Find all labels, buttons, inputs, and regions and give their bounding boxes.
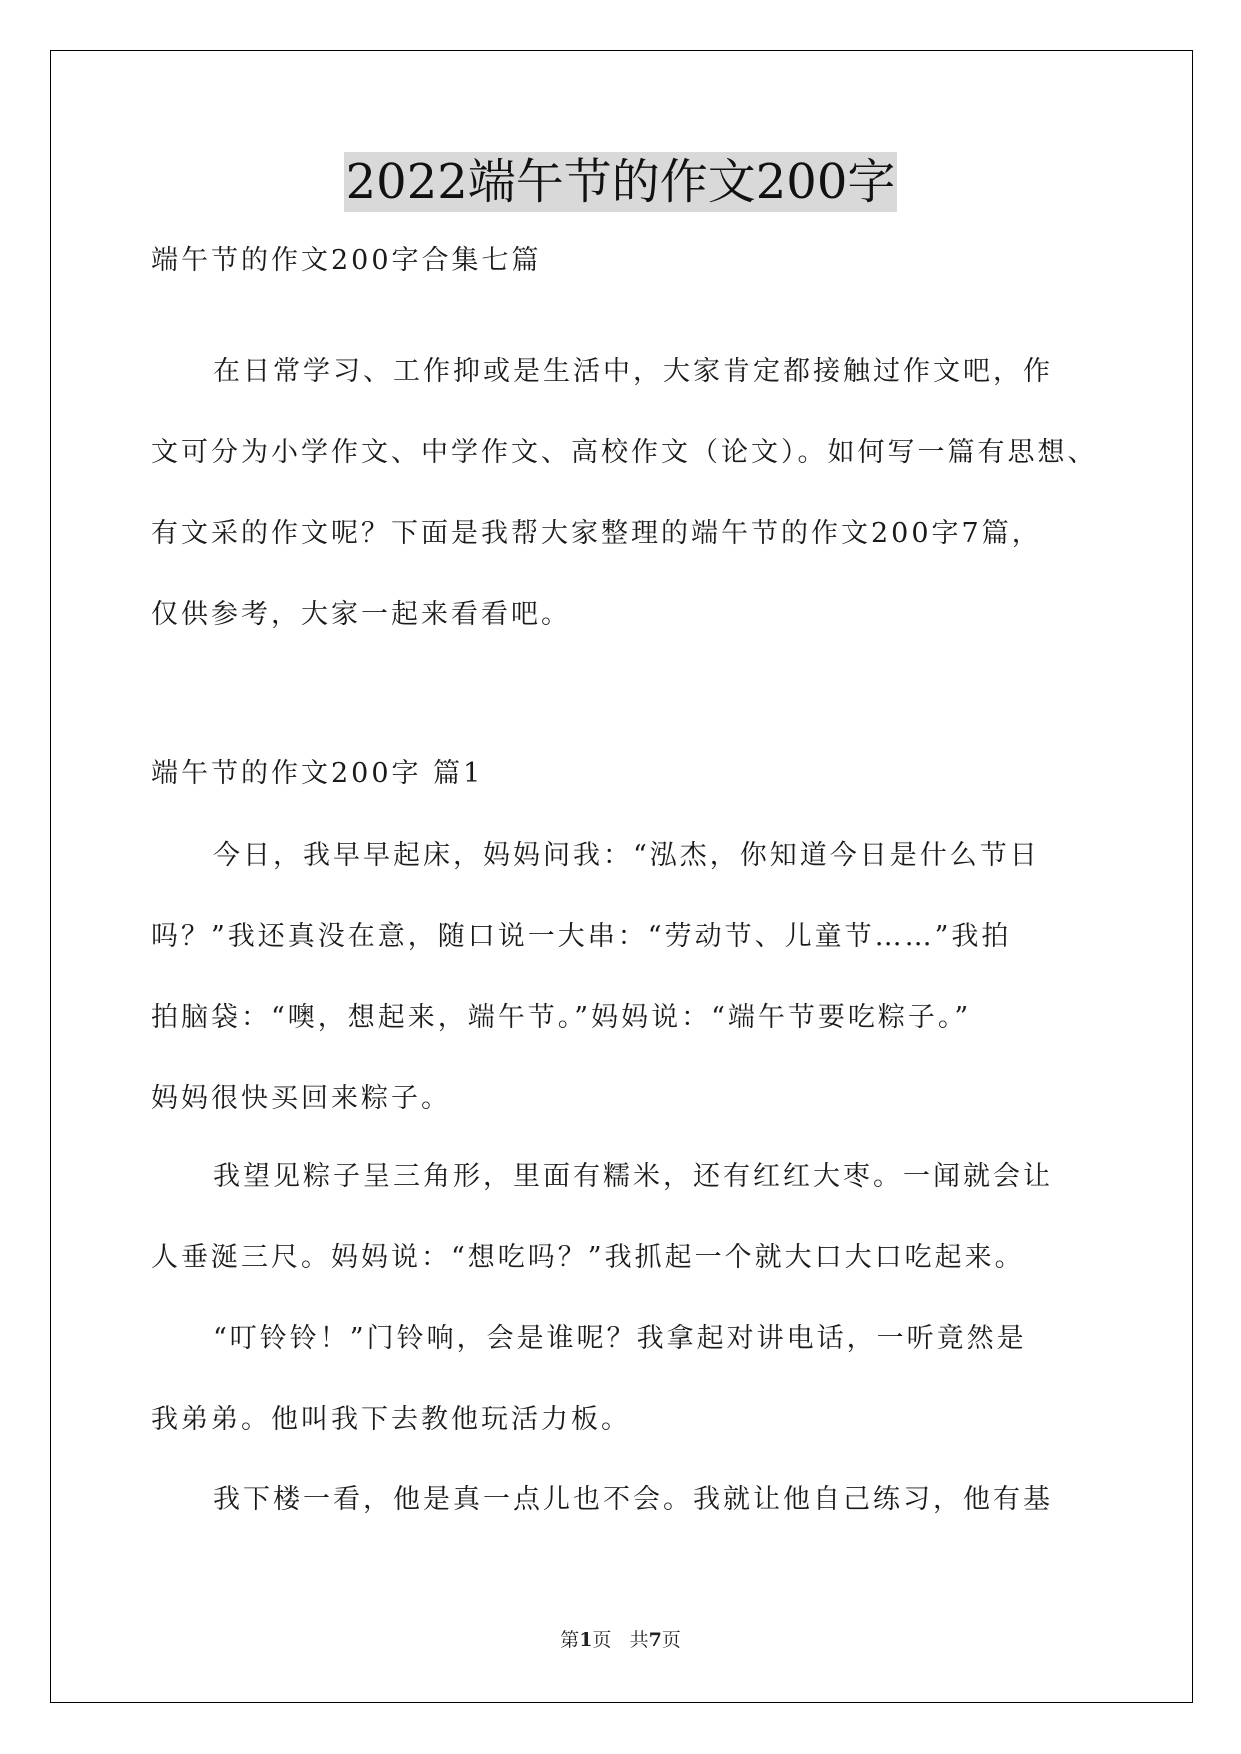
document-title: 2022端午节的作文200字: [345, 154, 896, 210]
paragraph-4: [151, 1459, 1091, 1540]
paragraph-line: 妈妈很快买回来粽子。: [151, 1083, 451, 1114]
intro-line: 仅供参考，大家一起来看看吧。: [151, 599, 571, 630]
paragraph-line: 人垂涎三尺。妈妈说：“想吃吗？”我抓起一个就大口大口吃起来。: [151, 1242, 1025, 1273]
page-prefix: 第: [560, 1629, 580, 1651]
intro-line: 文可分为小学作文、中学作文、高校作文（论文）。如何写一篇有思想、: [151, 437, 1098, 468]
intro-line: 有文采的作文呢？下面是我帮大家整理的端午节的作文200字7篇，: [151, 518, 1042, 549]
paragraph-line: 我弟弟。他叫我下去教他玩活力板。: [151, 1404, 631, 1435]
total-prefix: 共: [629, 1629, 649, 1651]
total-suffix: 页: [661, 1629, 681, 1651]
title-container: [0, 152, 1241, 212]
paragraph-line: 我望见粽子呈三角形，里面有糯米，还有红红大枣。一闻就会让: [213, 1161, 1053, 1192]
paragraph-line: “叮铃铃！”门铃响，会是谁呢？我拿起对讲电话，一听竟然是: [213, 1323, 1027, 1354]
total-pages-number: 7: [648, 1629, 662, 1651]
paragraph-line: 拍脑袋：“噢，想起来，端午节。”妈妈说：“端午节要吃粽子。”: [151, 1002, 972, 1033]
section-title: 端午节的作文200字 篇1: [151, 758, 484, 789]
intro-line: 在日常学习、工作抑或是生活中，大家肯定都接触过作文吧，作: [213, 356, 1053, 387]
current-page-number: 1: [579, 1629, 593, 1651]
paragraph-1: [151, 815, 1091, 1139]
paragraph-line: 我下楼一看，他是真一点儿也不会。我就让他自己练习，他有基: [213, 1484, 1053, 1515]
paragraph-line: 今日，我早早起床，妈妈问我：“泓杰，你知道今日是什么节日: [213, 840, 1040, 871]
document-subtitle: 端午节的作文200字合集七篇: [151, 245, 542, 276]
page-suffix: 页: [592, 1629, 612, 1651]
paragraph-line: 吗？”我还真没在意，随口说一大串：“劳动节、儿童节……”我拍: [151, 921, 1012, 952]
intro-paragraph: [151, 331, 1098, 655]
page-footer: [0, 1628, 1241, 1652]
paragraph-3: [151, 1298, 1091, 1460]
paragraph-2: [151, 1136, 1091, 1298]
